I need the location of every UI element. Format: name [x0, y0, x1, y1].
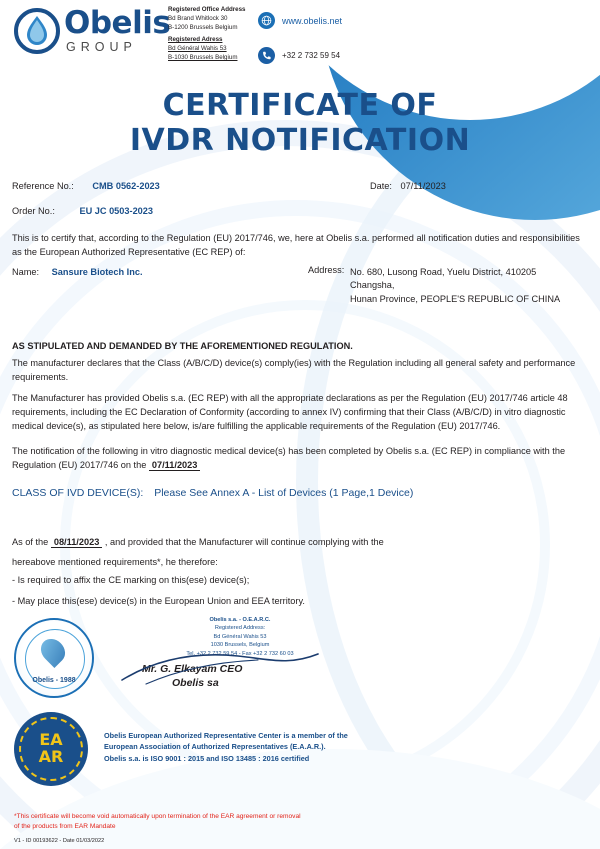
order-value: EU JC 0503-2023	[79, 206, 154, 216]
date-label: Date:	[370, 181, 392, 191]
footnote	[14, 812, 414, 832]
document-header	[0, 0, 600, 78]
address-label-wrap	[308, 264, 344, 277]
reference-label: Reference No.:	[12, 181, 74, 191]
date-field	[370, 180, 446, 193]
notification-date: 07/11/2023	[149, 460, 200, 471]
website-link[interactable]	[258, 12, 342, 29]
ear-badge	[14, 712, 88, 786]
ear-membership-text	[104, 730, 404, 764]
signer-organization: Obelis sa	[172, 677, 219, 689]
certificate-title	[0, 88, 600, 159]
paragraph-3-text: The notification of the following in vitro diagnostic medical device(s) has been completed by Obelis s.a. (EC REP) in compliance with the Regulation (EU) 2017/746 on the	[12, 446, 566, 470]
title-line-2: IVDR NOTIFICATION	[129, 123, 471, 159]
obelis-logo-icon	[14, 8, 60, 54]
paragraph-3	[12, 445, 588, 473]
asof-date: 08/11/2023	[51, 537, 102, 548]
footnote-line-1: *This certificate will become void automatically upon termination of the EAR agreement or removal	[14, 813, 301, 820]
stipulated-heading: AS STIPULATED AND DEMANDED BY THE AFOREMENTIONED REGULATION.	[12, 341, 353, 351]
name-label: Name:	[12, 267, 40, 277]
registered-address-title: Registered Adress	[168, 35, 223, 43]
logo-wordmark: Obelis	[64, 5, 171, 42]
order-field	[12, 205, 153, 218]
registered-address-line2: B-1030 Brussels Belgium	[168, 53, 238, 61]
class-of-device-row	[12, 487, 413, 499]
ear-text-line-3: Obelis s.a. is ISO 9001 : 2015 and ISO 13485 : 2016 certified	[104, 753, 310, 763]
intro-paragraph: This is to certify that, according to the Regulation (EU) 2017/746, we, here at Obelis s.a. performed all notification duties and responsibilities as the European Authorized Representative (EC REP) of:	[12, 233, 580, 257]
header-addresses	[168, 6, 245, 63]
registered-address-line1: Bd Général Wahis 53	[168, 44, 227, 52]
stamp-name: Obelis	[32, 677, 54, 684]
class-value: Please See Annex A - List of Devices (1 Page,1 Device)	[154, 487, 414, 499]
registered-office-line2: B-1200 Brussels Belgium	[168, 23, 238, 31]
paragraph-1: The manufacturer declares that the Class (A/B/C/D) device(s) comply(ies) with the Regulation including all general safety and performance requirements.	[12, 358, 576, 382]
handwritten-signature	[118, 648, 328, 688]
order-label: Order No.:	[12, 206, 55, 216]
ear-badge-line-2: AR	[38, 747, 64, 766]
company-stamp-line-4: 1030 Brussels, Belgium	[210, 642, 270, 649]
phone-icon	[258, 47, 275, 64]
reference-field	[12, 180, 160, 193]
name-value: Sansure Biotech Inc.	[51, 267, 143, 277]
logo-subtitle: GROUP	[66, 40, 137, 55]
bullet-2: - May place this(ese) device(s) in the European Union and EEA territory.	[12, 596, 305, 606]
company-stamp-line-3: Bd Général Wahis 53	[213, 633, 267, 640]
registered-office-line1: Bd Brand Whitlock 30	[168, 14, 228, 22]
phone-contact	[258, 47, 340, 64]
bullet-1: - Is required to affix the CE marking on this(ese) device(s);	[12, 575, 250, 585]
asof-line	[12, 536, 588, 550]
document-version: V1 - ID 00193622 - Date 01/03/2022	[14, 838, 105, 844]
signer-name: Mr. G. Elkayam CEO	[142, 663, 243, 675]
ear-text-line-2: European Association of Authorized Representatives (E.A.A.R.).	[104, 742, 326, 752]
address-line-3: Hunan Province, PEOPLE'S REPUBLIC OF CHINA	[350, 293, 561, 304]
footnote-line-2: of the products from EAR Mandate	[14, 822, 116, 830]
company-stamp-line-5: Tel. +32 2 732 59 54 - Fax +32 2 732 60 03	[186, 650, 294, 657]
company-stamp-line-1: Obelis s.a. - O.E.A.R.C.	[209, 617, 271, 623]
website-text: www.obelis.net	[282, 15, 343, 26]
ear-badge-line-1: EA	[39, 730, 63, 750]
asof-line-2: hereabove mentioned requirements*, he therefore:	[12, 557, 218, 567]
address-line-1: No. 680, Lusong Road, Yuelu District, 410205	[350, 267, 537, 277]
obelis-logo	[14, 5, 171, 55]
paragraph-2: The Manufacturer has provided Obelis s.a. (EC REP) with all the appropriate declarations as per the Regulation (EU) 2017/746 article 48 requirements, including the EC Declaration of Conformity (according to annex IV) confirming that their Class (A/B/C/D) in vitro diagnostic medical device(s), as stipulated here below, is/are fulfilling the applicable requirements of the Regulation (EU) 2017/746.	[12, 393, 568, 431]
address-line-2: Changsha,	[350, 280, 395, 291]
asof-suffix: , and provided that the Manufacturer will continue complying with the	[104, 537, 384, 547]
date-value: 07/11/2023	[400, 181, 446, 191]
company-stamp-line-2: Registered Address:	[214, 625, 266, 632]
class-label: CLASS OF IVD DEVICE(S):	[12, 487, 144, 499]
name-field	[12, 266, 143, 279]
address-value	[350, 266, 590, 306]
title-line-1: CERTIFICATE OF	[162, 88, 438, 123]
ear-text-line-1: Obelis European Authorized Representative Center is a member of the	[104, 731, 348, 740]
address-label: Address:	[308, 265, 345, 275]
obelis-round-stamp: Obelis - 1988	[14, 618, 90, 694]
stamp-year: 1988	[60, 677, 76, 684]
phone-text: +32 2 732 59 54	[282, 51, 341, 60]
registered-office-title: Registered Office Address	[168, 6, 246, 13]
globe-icon	[258, 12, 275, 29]
asof-prefix: As of the	[12, 537, 49, 547]
reference-value: CMB 0562-2023	[92, 181, 160, 191]
